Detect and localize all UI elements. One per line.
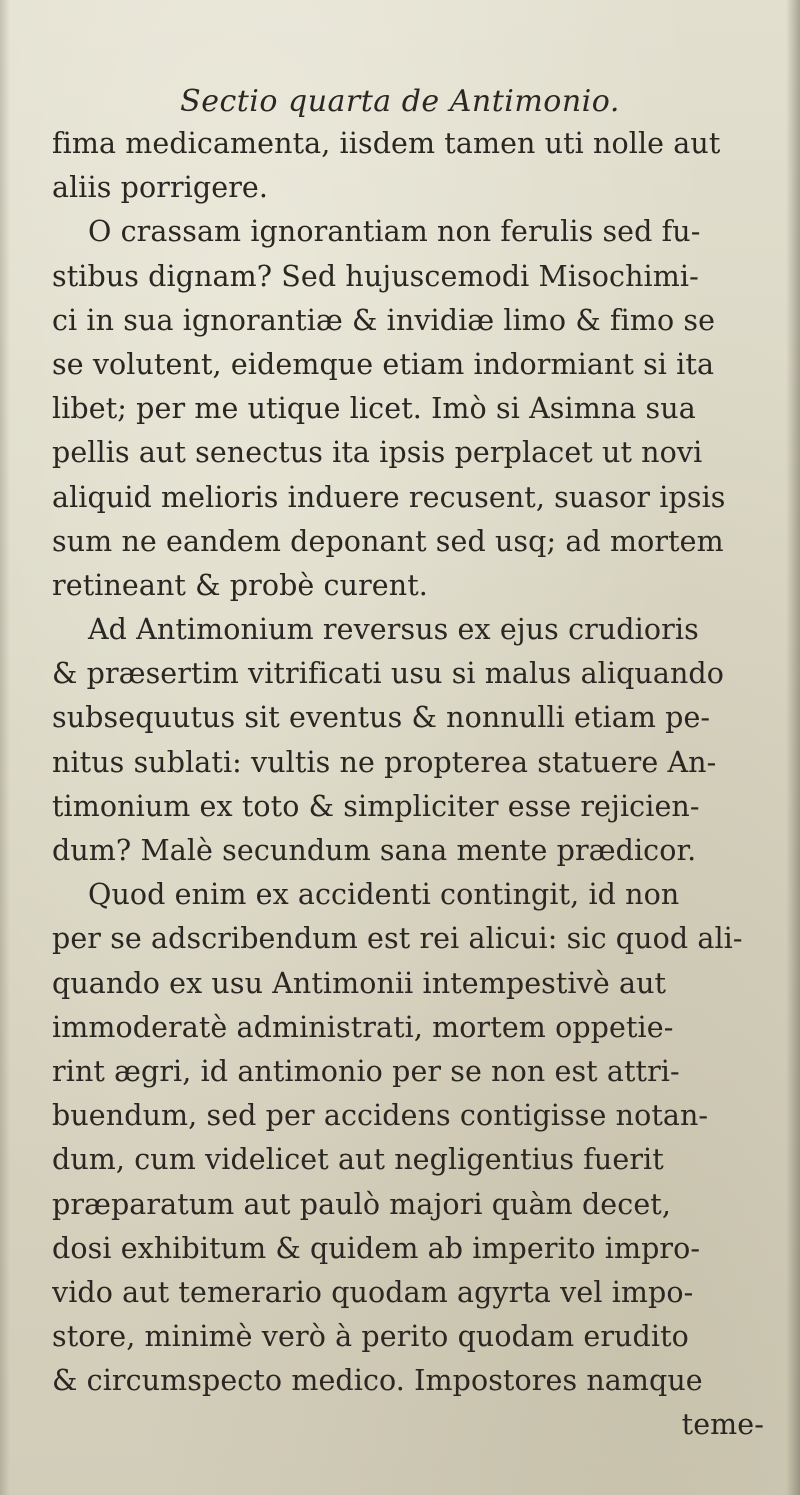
text-line: rint ægri, id antimonio per se non est attri- bbox=[52, 1054, 680, 1088]
text-line: subsequutus sit eventus & nonnulli etiam pe- bbox=[52, 701, 711, 735]
text-line: immoderatè administrati, mortem oppetie- bbox=[52, 1010, 674, 1044]
text-line: dum? Malè secundum sana mente prædicor. bbox=[52, 834, 697, 867]
page-right-edge bbox=[786, 0, 800, 1495]
text-line: retineant & probè curent. bbox=[52, 568, 428, 602]
text-line: Ad Antimonium reversus ex ejus crudioris bbox=[88, 613, 699, 647]
text-line: buendum, sed per accidens contigisse notan- bbox=[52, 1099, 709, 1133]
text-line: & præsertim vitrificati usu si malus aliquando bbox=[52, 657, 725, 691]
text-line: ci in sua ignorantiæ & invidiæ limo & fimo se bbox=[52, 303, 716, 337]
text-line: stibus dignam? Sed hujuscemodi Misochimi- bbox=[52, 259, 699, 293]
text-line: O crassam ignorantiam non ferulis sed fu- bbox=[88, 215, 701, 249]
body-text bbox=[52, 122, 772, 1448]
text-line: store, minimè verò à perito quodam erudito bbox=[52, 1320, 689, 1354]
text-line: libet; per me utique licet. Imò si Asimna sua bbox=[52, 392, 696, 426]
text-line: præparatum aut paulò majori quàm decet, bbox=[52, 1187, 672, 1221]
text-line: aliis porrigere. bbox=[52, 171, 269, 205]
text-line: nitus sublati: vultis ne propterea statuere An- bbox=[52, 745, 717, 779]
text-line: pellis aut senectus ita ipsis perplacet ut novi bbox=[52, 436, 703, 470]
text-line: quando ex usu Antimonii intempestivè aut bbox=[52, 966, 667, 1000]
text-line: sum ne eandem deponant sed usq; ad mortem bbox=[52, 524, 724, 558]
text-line: & circumspecto medico. Impostores namque bbox=[52, 1364, 703, 1398]
text-line: se volutent, eidemque etiam indormiant si ita bbox=[52, 347, 715, 381]
text-line: per se adscribendum est rei alicui: sic quod ali- bbox=[52, 922, 743, 956]
text-line: timonium ex toto & simpliciter esse rejicien- bbox=[52, 789, 700, 823]
text-line: dum, cum videlicet aut negligentius fuerit bbox=[52, 1143, 664, 1177]
text-line: fima medicamenta, iisdem tamen uti nolle aut bbox=[52, 127, 721, 160]
catchword: teme- bbox=[681, 1408, 764, 1442]
running-header: Sectio quarta de Antimonio. bbox=[180, 84, 620, 119]
text-line: aliquid melioris induere recusent, suasor ipsis bbox=[52, 480, 726, 514]
text-line: Quod enim ex accidenti contingit, id non bbox=[88, 878, 680, 912]
page-left-edge bbox=[0, 0, 10, 1495]
text-line: vido aut temerario quodam agyrta vel impo- bbox=[52, 1275, 694, 1309]
text-line: dosi exhibitum & quidem ab imperito impro- bbox=[52, 1231, 701, 1265]
